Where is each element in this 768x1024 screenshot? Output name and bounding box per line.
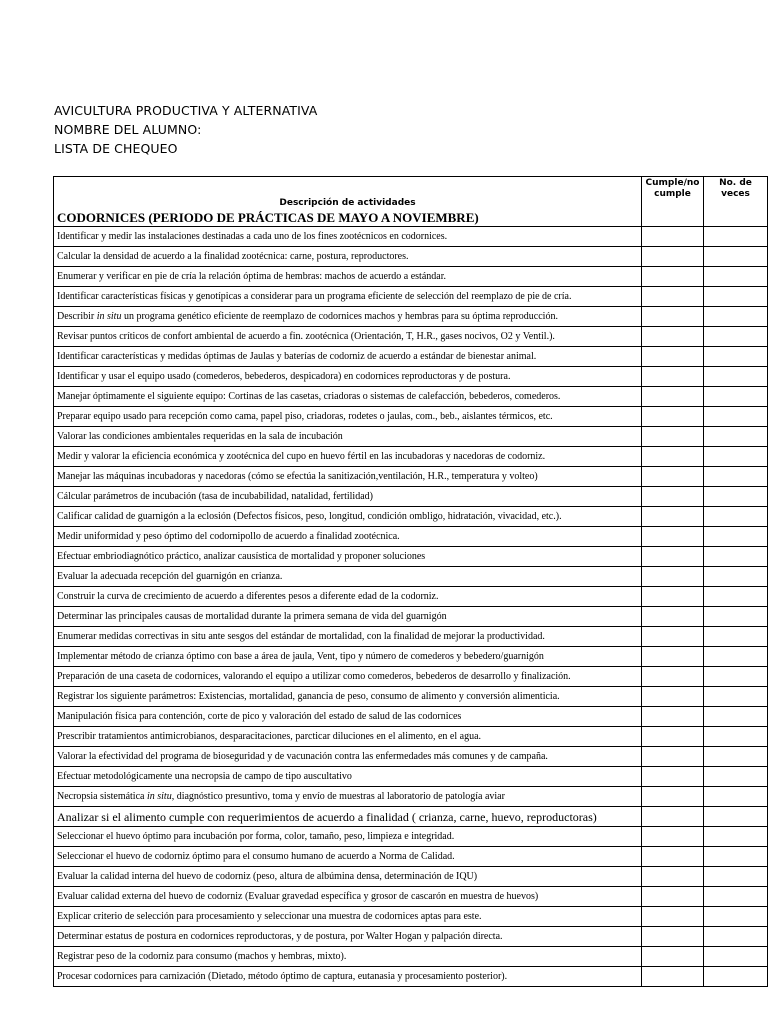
veces-cell[interactable] xyxy=(704,547,768,567)
activity-description: Describir in situ un programa genético eficiente de reemplazo de codornices machos y hembras para su óptima reproducción. xyxy=(54,307,642,327)
table-row xyxy=(54,727,768,747)
table-row xyxy=(54,427,768,447)
cumple-cell[interactable] xyxy=(642,547,704,567)
activity-description: Identificar y medir las instalaciones destinadas a cada uno de los fines zootécnicos en codornices. xyxy=(54,227,642,247)
veces-cell[interactable] xyxy=(704,847,768,867)
activity-description: Registrar los siguiente parámetros: Existencias, mortalidad, ganancia de peso, consumo de alimento y conversión alimenticia. xyxy=(54,687,642,707)
cumple-cell[interactable] xyxy=(642,387,704,407)
activity-description: Seleccionar el huevo de codorniz óptimo para el consumo humano de acuerdo a Norma de Calidad. xyxy=(54,847,642,867)
cumple-cell[interactable] xyxy=(642,807,704,827)
veces-cell[interactable] xyxy=(704,887,768,907)
table-row xyxy=(54,247,768,267)
table-row xyxy=(54,947,768,967)
veces-cell[interactable] xyxy=(704,247,768,267)
activity-description: Construir la curva de crecimiento de acuerdo a diferentes pesos a diferente edad de la codorniz. xyxy=(54,587,642,607)
activity-description: Determinar estatus de postura en codornices reproductoras, y de postura, por Walter Hogan y palpación directa. xyxy=(54,927,642,947)
activity-description: Identificar y usar el equipo usado (comederos, bebederos, despicadora) en codornices reproductoras y de postura. xyxy=(54,367,642,387)
veces-cell[interactable] xyxy=(704,487,768,507)
activity-description: Enumerar y verificar en pie de cría la relación óptima de hembras: machos de acuerdo a estándar. xyxy=(54,267,642,287)
veces-cell[interactable] xyxy=(704,267,768,287)
veces-cell[interactable] xyxy=(704,827,768,847)
veces-cell[interactable] xyxy=(704,427,768,447)
cumple-cell[interactable] xyxy=(642,867,704,887)
veces-cell[interactable] xyxy=(704,687,768,707)
table-row xyxy=(54,527,768,547)
veces-cell[interactable] xyxy=(704,467,768,487)
veces-cell[interactable] xyxy=(704,647,768,667)
cumple-cell[interactable] xyxy=(642,227,704,247)
table-row xyxy=(54,647,768,667)
veces-cell[interactable] xyxy=(704,587,768,607)
cumple-cell[interactable] xyxy=(642,427,704,447)
student-name-label: NOMBRE DEL ALUMNO: xyxy=(54,122,202,137)
veces-cell[interactable] xyxy=(704,307,768,327)
column-header-veces: No. de veces xyxy=(704,177,768,227)
table-row xyxy=(54,407,768,427)
veces-cell[interactable] xyxy=(704,507,768,527)
veces-cell[interactable] xyxy=(704,907,768,927)
activity-description: Necropsia sistemática in situ, diagnóstico presuntivo, toma y envío de muestras al laboratorio de patología aviar xyxy=(54,787,642,807)
table-row xyxy=(54,607,768,627)
activity-description: Efectuar metodológicamente una necropsia de campo de tipo auscultativo xyxy=(54,767,642,787)
activity-description: Enumerar medidas correctivas in situ ante sesgos del estándar de mortalidad, con la finalidad de mejorar la productividad. xyxy=(54,627,642,647)
table-row xyxy=(54,327,768,347)
table-row xyxy=(54,767,768,787)
cumple-cell[interactable] xyxy=(642,727,704,747)
veces-cell[interactable] xyxy=(704,867,768,887)
veces-cell[interactable] xyxy=(704,627,768,647)
cumple-cell[interactable] xyxy=(642,947,704,967)
cumple-cell[interactable] xyxy=(642,707,704,727)
table-row xyxy=(54,907,768,927)
table-row xyxy=(54,787,768,807)
cumple-cell[interactable] xyxy=(642,307,704,327)
table-row xyxy=(54,367,768,387)
cumple-cell[interactable] xyxy=(642,467,704,487)
activity-description: Evaluar la adecuada recepción del guarnigón en crianza. xyxy=(54,567,642,587)
activity-description: Prescribir tratamientos antimicrobianos, desparacitaciones, parcticar diluciones en el alimento, en el agua. xyxy=(54,727,642,747)
table-row xyxy=(54,827,768,847)
cumple-cell[interactable] xyxy=(642,787,704,807)
cumple-cell[interactable] xyxy=(642,447,704,467)
activity-description: Manejar óptimamente el siguiente equipo: Cortinas de las casetas, criadoras o sistemas de calefacción, bebederos, comederos. xyxy=(54,387,642,407)
cumple-cell[interactable] xyxy=(642,747,704,767)
table-row xyxy=(54,807,768,827)
table-row xyxy=(54,887,768,907)
document-header xyxy=(54,101,317,158)
veces-cell[interactable] xyxy=(704,287,768,307)
table-header-row xyxy=(54,177,768,210)
cumple-cell[interactable] xyxy=(642,887,704,907)
veces-cell[interactable] xyxy=(704,707,768,727)
cumple-cell[interactable] xyxy=(642,267,704,287)
section-title: CODORNICES (PERIODO DE PRÁCTICAS DE MAYO A NOVIEMBRE) xyxy=(54,209,642,227)
activity-description: Valorar la efectividad del programa de bioseguridad y de vacunación contra las enfermedades más comunes y de campaña. xyxy=(54,747,642,767)
veces-cell[interactable] xyxy=(704,947,768,967)
activity-description: Identificar características y medidas óptimas de Jaulas y baterías de codorniz de acuerdo a estándar de bienestar animal. xyxy=(54,347,642,367)
cumple-cell[interactable] xyxy=(642,647,704,667)
cumple-cell[interactable] xyxy=(642,687,704,707)
cumple-cell[interactable] xyxy=(642,967,704,987)
activity-description: Determinar las principales causas de mortalidad durante la primera semana de vida del guarnigón xyxy=(54,607,642,627)
veces-cell[interactable] xyxy=(704,527,768,547)
activity-description: Evaluar calidad externa del huevo de codorniz (Evaluar gravedad específica y grosor de cascarón en muestra de huevos) xyxy=(54,887,642,907)
table-row xyxy=(54,867,768,887)
veces-cell[interactable] xyxy=(704,227,768,247)
table-row xyxy=(54,227,768,247)
activity-description: Medir y valorar la eficiencia económica y zootécnica del cupo en huevo fértil en las incubadoras y nacedoras de codorniz. xyxy=(54,447,642,467)
activity-description: Efectuar embriodiagnótico práctico, analizar causística de mortalidad y proponer soluciones xyxy=(54,547,642,567)
veces-cell[interactable] xyxy=(704,787,768,807)
veces-cell[interactable] xyxy=(704,327,768,347)
veces-cell[interactable] xyxy=(704,747,768,767)
table-row xyxy=(54,627,768,647)
cumple-cell[interactable] xyxy=(642,527,704,547)
cumple-cell[interactable] xyxy=(642,627,704,647)
activity-description: Medir uniformidad y peso óptimo del codornipollo de acuerdo a finalidad zootécnica. xyxy=(54,527,642,547)
activity-description: Cálcular parámetros de incubación (tasa de incubabilidad, natalidad, fertilidad) xyxy=(54,487,642,507)
table-row xyxy=(54,747,768,767)
cumple-cell[interactable] xyxy=(642,587,704,607)
activity-description: Seleccionar el huevo óptimo para incubación por forma, color, tamaño, peso, limpieza e integridad. xyxy=(54,827,642,847)
activity-description: Analizar si el alimento cumple con requerimientos de acuerdo a finalidad ( crianza, carne, huevo, reproductoras) xyxy=(54,807,642,827)
cumple-cell[interactable] xyxy=(642,407,704,427)
cumple-cell[interactable] xyxy=(642,487,704,507)
activity-description: Preparar equipo usado para recepción como cama, papel piso, criadoras, rodetes o jaulas, com., beb., aislantes térmicos, etc. xyxy=(54,407,642,427)
veces-cell[interactable] xyxy=(704,967,768,987)
cumple-cell[interactable] xyxy=(642,287,704,307)
table-row xyxy=(54,387,768,407)
veces-cell[interactable] xyxy=(704,767,768,787)
course-title: AVICULTURA PRODUCTIVA Y ALTERNATIVA xyxy=(54,103,318,118)
veces-cell[interactable] xyxy=(704,567,768,587)
table-row xyxy=(54,467,768,487)
cumple-cell[interactable] xyxy=(642,347,704,367)
table-row xyxy=(54,287,768,307)
activity-description: Explicar criterio de selección para procesamiento y seleccionar una muestra de codornices aptas para este. xyxy=(54,907,642,927)
veces-cell[interactable] xyxy=(704,367,768,387)
checklist-rows xyxy=(54,227,768,987)
veces-cell[interactable] xyxy=(704,667,768,687)
cumple-cell[interactable] xyxy=(642,907,704,927)
table-row xyxy=(54,567,768,587)
cumple-cell[interactable] xyxy=(642,327,704,347)
cumple-cell[interactable] xyxy=(642,567,704,587)
cumple-cell[interactable] xyxy=(642,367,704,387)
veces-cell[interactable] xyxy=(704,607,768,627)
veces-cell[interactable] xyxy=(704,727,768,747)
table-row xyxy=(54,967,768,987)
cumple-cell[interactable] xyxy=(642,767,704,787)
activity-description: Valorar las condiciones ambientales requeridas en la sala de incubación xyxy=(54,427,642,447)
activity-description: Evaluar la calidad interna del huevo de codorniz (peso, altura de albúmina densa, determinación de IQU) xyxy=(54,867,642,887)
checklist-title: LISTA DE CHEQUEO xyxy=(54,141,178,156)
table-row xyxy=(54,847,768,867)
table-row xyxy=(54,347,768,367)
table-row xyxy=(54,927,768,947)
veces-cell[interactable] xyxy=(704,447,768,467)
table-row xyxy=(54,707,768,727)
table-row xyxy=(54,507,768,527)
activity-description: Registrar peso de la codorniz para consumo (machos y hembras, mixto). xyxy=(54,947,642,967)
cumple-cell[interactable] xyxy=(642,607,704,627)
veces-cell[interactable] xyxy=(704,387,768,407)
activity-description: Implementar método de crianza óptimo con base a área de jaula, Vent, tipo y número de comederos y bebedero/guarnigón xyxy=(54,647,642,667)
veces-cell[interactable] xyxy=(704,807,768,827)
table-row xyxy=(54,587,768,607)
activity-description: Identificar características físicas y genotípicas a considerar para un programa eficiente de selección del reemplazo de pie de cría. xyxy=(54,287,642,307)
cumple-cell[interactable] xyxy=(642,507,704,527)
cumple-cell[interactable] xyxy=(642,667,704,687)
cumple-cell[interactable] xyxy=(642,847,704,867)
checklist-table xyxy=(53,176,768,987)
cumple-cell[interactable] xyxy=(642,927,704,947)
table-row xyxy=(54,667,768,687)
veces-cell[interactable] xyxy=(704,407,768,427)
activity-description: Calcular la densidad de acuerdo a la finalidad zootécnica: carne, postura, reproductores. xyxy=(54,247,642,267)
activity-description: Procesar codornices para carnización (Dietado, método óptimo de captura, eutanasia y procesamiento posterior). xyxy=(54,967,642,987)
table-row xyxy=(54,447,768,467)
table-row xyxy=(54,487,768,507)
activity-description: Revisar puntos críticos de confort ambiental de acuerdo a fin. zootécnica (Orientación, T, H.R., gases nocivos, O2 y Ventil.). xyxy=(54,327,642,347)
cumple-cell[interactable] xyxy=(642,247,704,267)
table-row xyxy=(54,307,768,327)
column-header-description: Descripción de actividades xyxy=(54,177,642,210)
veces-cell[interactable] xyxy=(704,927,768,947)
activity-description: Manipulación física para contención, corte de pico y valoración del estado de salud de las codornices xyxy=(54,707,642,727)
table-row xyxy=(54,267,768,287)
activity-description: Preparación de una caseta de codornices, valorando el equipo a utilizar como comederos, bebederos de desarrollo y finalización. xyxy=(54,667,642,687)
table-row xyxy=(54,547,768,567)
activity-description: Calificar calidad de guarnigón a la eclosión (Defectos físicos, peso, longitud, condición ombligo, hidratación, vivacidad, etc.). xyxy=(54,507,642,527)
activity-description: Manejar las máquinas incubadoras y nacedoras (cómo se efectúa la sanitización,ventilación, H.R., temperatura y volteo) xyxy=(54,467,642,487)
veces-cell[interactable] xyxy=(704,347,768,367)
column-header-cumple: Cumple/no cumple xyxy=(642,177,704,227)
cumple-cell[interactable] xyxy=(642,827,704,847)
table-row xyxy=(54,687,768,707)
